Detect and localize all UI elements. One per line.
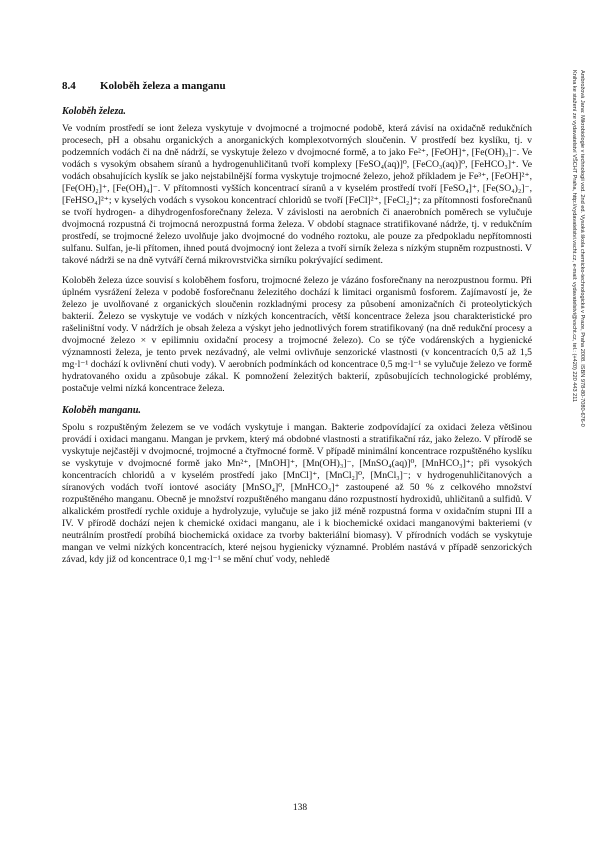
iron-paragraph-2: Koloběh železa úzce souvisí s koloběhem fosforu, trojmocné železo je vázáno fosforečnany na nerozpustnou formu. Při úplném vysrážení železa v podobě fosforečnanu železitého dochází k limitaci organismů fosforem. Zajímavostí je, že železo je uvolňované z organických sloučenin rozkladnými procesy za působení amonizačních či proteolytických bakterií. Železo se vyskytuje ve vodách v nízkých koncentracích, větší koncentrace železa jsou charakteristické pro rašeliništní vody. V nádržích je obsah železa a výskyt jeho jednotlivých forem stratifikovaný (na dně redukční procesy a dvojmocné železo × v epilimniu oxidační procesy a trojmocné železo). Co se týče vodárenských a hygienické významnosti železa, je tento prvek nezávadný, ale velmi ovlivňuje senzorické vlastnosti (v koncentracích 0,5 až 1,5 mg·l⁻¹ dochází k ovlivnění chuti vody). V aerobních podmínkách od koncentrace 0,5 mg·l⁻¹ se vylučuje železo ve formě hydratovaného oxidu a způsobuje zákal. K pomnožení železitých bakterií, způsobujících technologické problémy, postačuje velmi nízká koncentrace železa. [62,275,532,394]
page-number: 138 [292,803,308,813]
section-number: 8.4 [62,80,76,92]
section-heading [62,80,532,92]
iron-cycle-heading: Koloběh železa. [62,106,126,117]
section-title: Koloběh železa a manganu [100,80,226,92]
side-note-line-1: Ambrožová Jana: Mikrobiologie v technologii vod. 2nd ed. Vysoká škola chemicko-technologická v Praze, Praha 2008. ISBN 978-80-7080-676-0 [579,70,585,427]
manganese-paragraph-1: Spolu s rozpuštěným železem se ve vodách vyskytuje i mangan. Bakterie zodpovídající za oxidaci železa většinou provádí i oxidaci manganu. Mangan je prvkem, který má obdobné vlastnosti a stratifikační ráz, jako železo. V přírodě se vyskytuje nejčastěji v dvojmocné, trojmocné a čtyřmocné formě. V případě minimální koncentrace rozpuštěného kyslíku se vyskytuje v dvojmocné formě jako Mn²⁺, [MnOH]⁺, [Mn(OH)₃]⁻, [MnSO₄(aq)]⁰, [MnHCO₃]⁺; při vysokých koncentracích chloridů a v kyselém prostředí jako [MnCl]⁺, [MnCl₂]⁰, [MnCl₃]⁻; v hydrogenuhličitanových a síranových vodách tvoří iontové asociáty [MnSO₄]⁰, [MnHCO₃]⁺ zastoupené až 50 % z celkového množství rozpuštěného manganu. Obecně je množství rozpuštěného manganu dáno rozpustností hydroxidů, uhličitanů a sulfidů. V alkalickém prostředí rychle oxiduje a hydrolyzuje, vylučuje se jako již méně rozpustná forma v oxidačním stupni III a IV. V přírodě dochází nejen k chemické oxidaci manganu, ale i k biochemické oxidaci manganovými bakteriemi (v neutrálním prostředí probíhá biochemická oxidace za tvorby bakteriální biomasy). V přírodních vodách se vyskytuje mangan ve velmi nízkých koncentracích, které nejsou hygienicky významné. Problém nastává v případě senzorických závad, kdy již od koncentrace 0,1 mg·l⁻¹ se mění chuť vody, nehledě [62,422,532,565]
page-content [62,80,532,574]
side-note-text [570,70,586,630]
manganese-cycle-heading: Koloběh manganu. [62,405,141,416]
side-note-line-2: Kniha ke stažení ze vydavatelství VŠCHT Praha, http://vydavatelstvi.vscht.cz, e-mail: vydavatelstvi@vscht.cz, tel.: (+420) 220 443 211 [571,70,577,403]
iron-paragraph-1: Ve vodním prostředí se iont železa vyskytuje v dvojmocné a trojmocné podobě, která závisí na oxidačně redukčních procesech, pH a obsahu organických a anorganických komplexotvorných sloučenin. V prostředí bez kyslíku, tj. v podzemních vodách či na dně nádrží, se vyskytuje železo v dvojmocné formě, a to jako Fe²⁺, [FeOH]⁺, [Fe(OH)₃]⁻. Ve vodách s vysokým obsahem síranů a hydrogenuhličitanů tvoří komplexy [FeSO₄(aq)]⁰, [FeCO₃(aq)]⁰, [FeHCO₃]⁺. Ve vodách obsahujících kyslík se jako nejstabilnější forma vyskytuje trojmocné železo, jehož příkladem je Fe³⁺, [FeOH]²⁺, [Fe(OH)₂]⁺, [Fe(OH)₄]⁻. V přítomnosti vyšších koncentrací síranů a v kyselém prostředí tvoří [FeSO₄]⁺, [Fe(SO₄)₂]⁻, [FeHSO₄]²⁺; v kyselých vodách s vysokou koncentrací chloridů se tvoří [FeCl]²⁺, [FeCl₂]⁺; za přítomnosti fosforečnanů se tvoří hydrogen- a dihydrogenfosforečnany železa. V závislosti na aerobních či anaerobních poměrech se vylučuje dvojmocná rozpustná či trojmocná nerozpustná forma železa. V období stagnace stratifikované nádrže, tj. v redukčním prostředí, se trojmocné železo uvolňuje jako dvojmocné do vodného roztoku, ale pouze za předpokladu nepřítomnosti sulfanu. Sulfan, je-li přítomen, ihned poutá dvojmocný iont železa a tvoří sirník železa s nízkým stupněm rozpustnosti. V takové nádrži se na dně vytváří černá mikrovrstvička sirníku pokrývající sediment. [62,123,532,266]
side-note [560,70,586,630]
